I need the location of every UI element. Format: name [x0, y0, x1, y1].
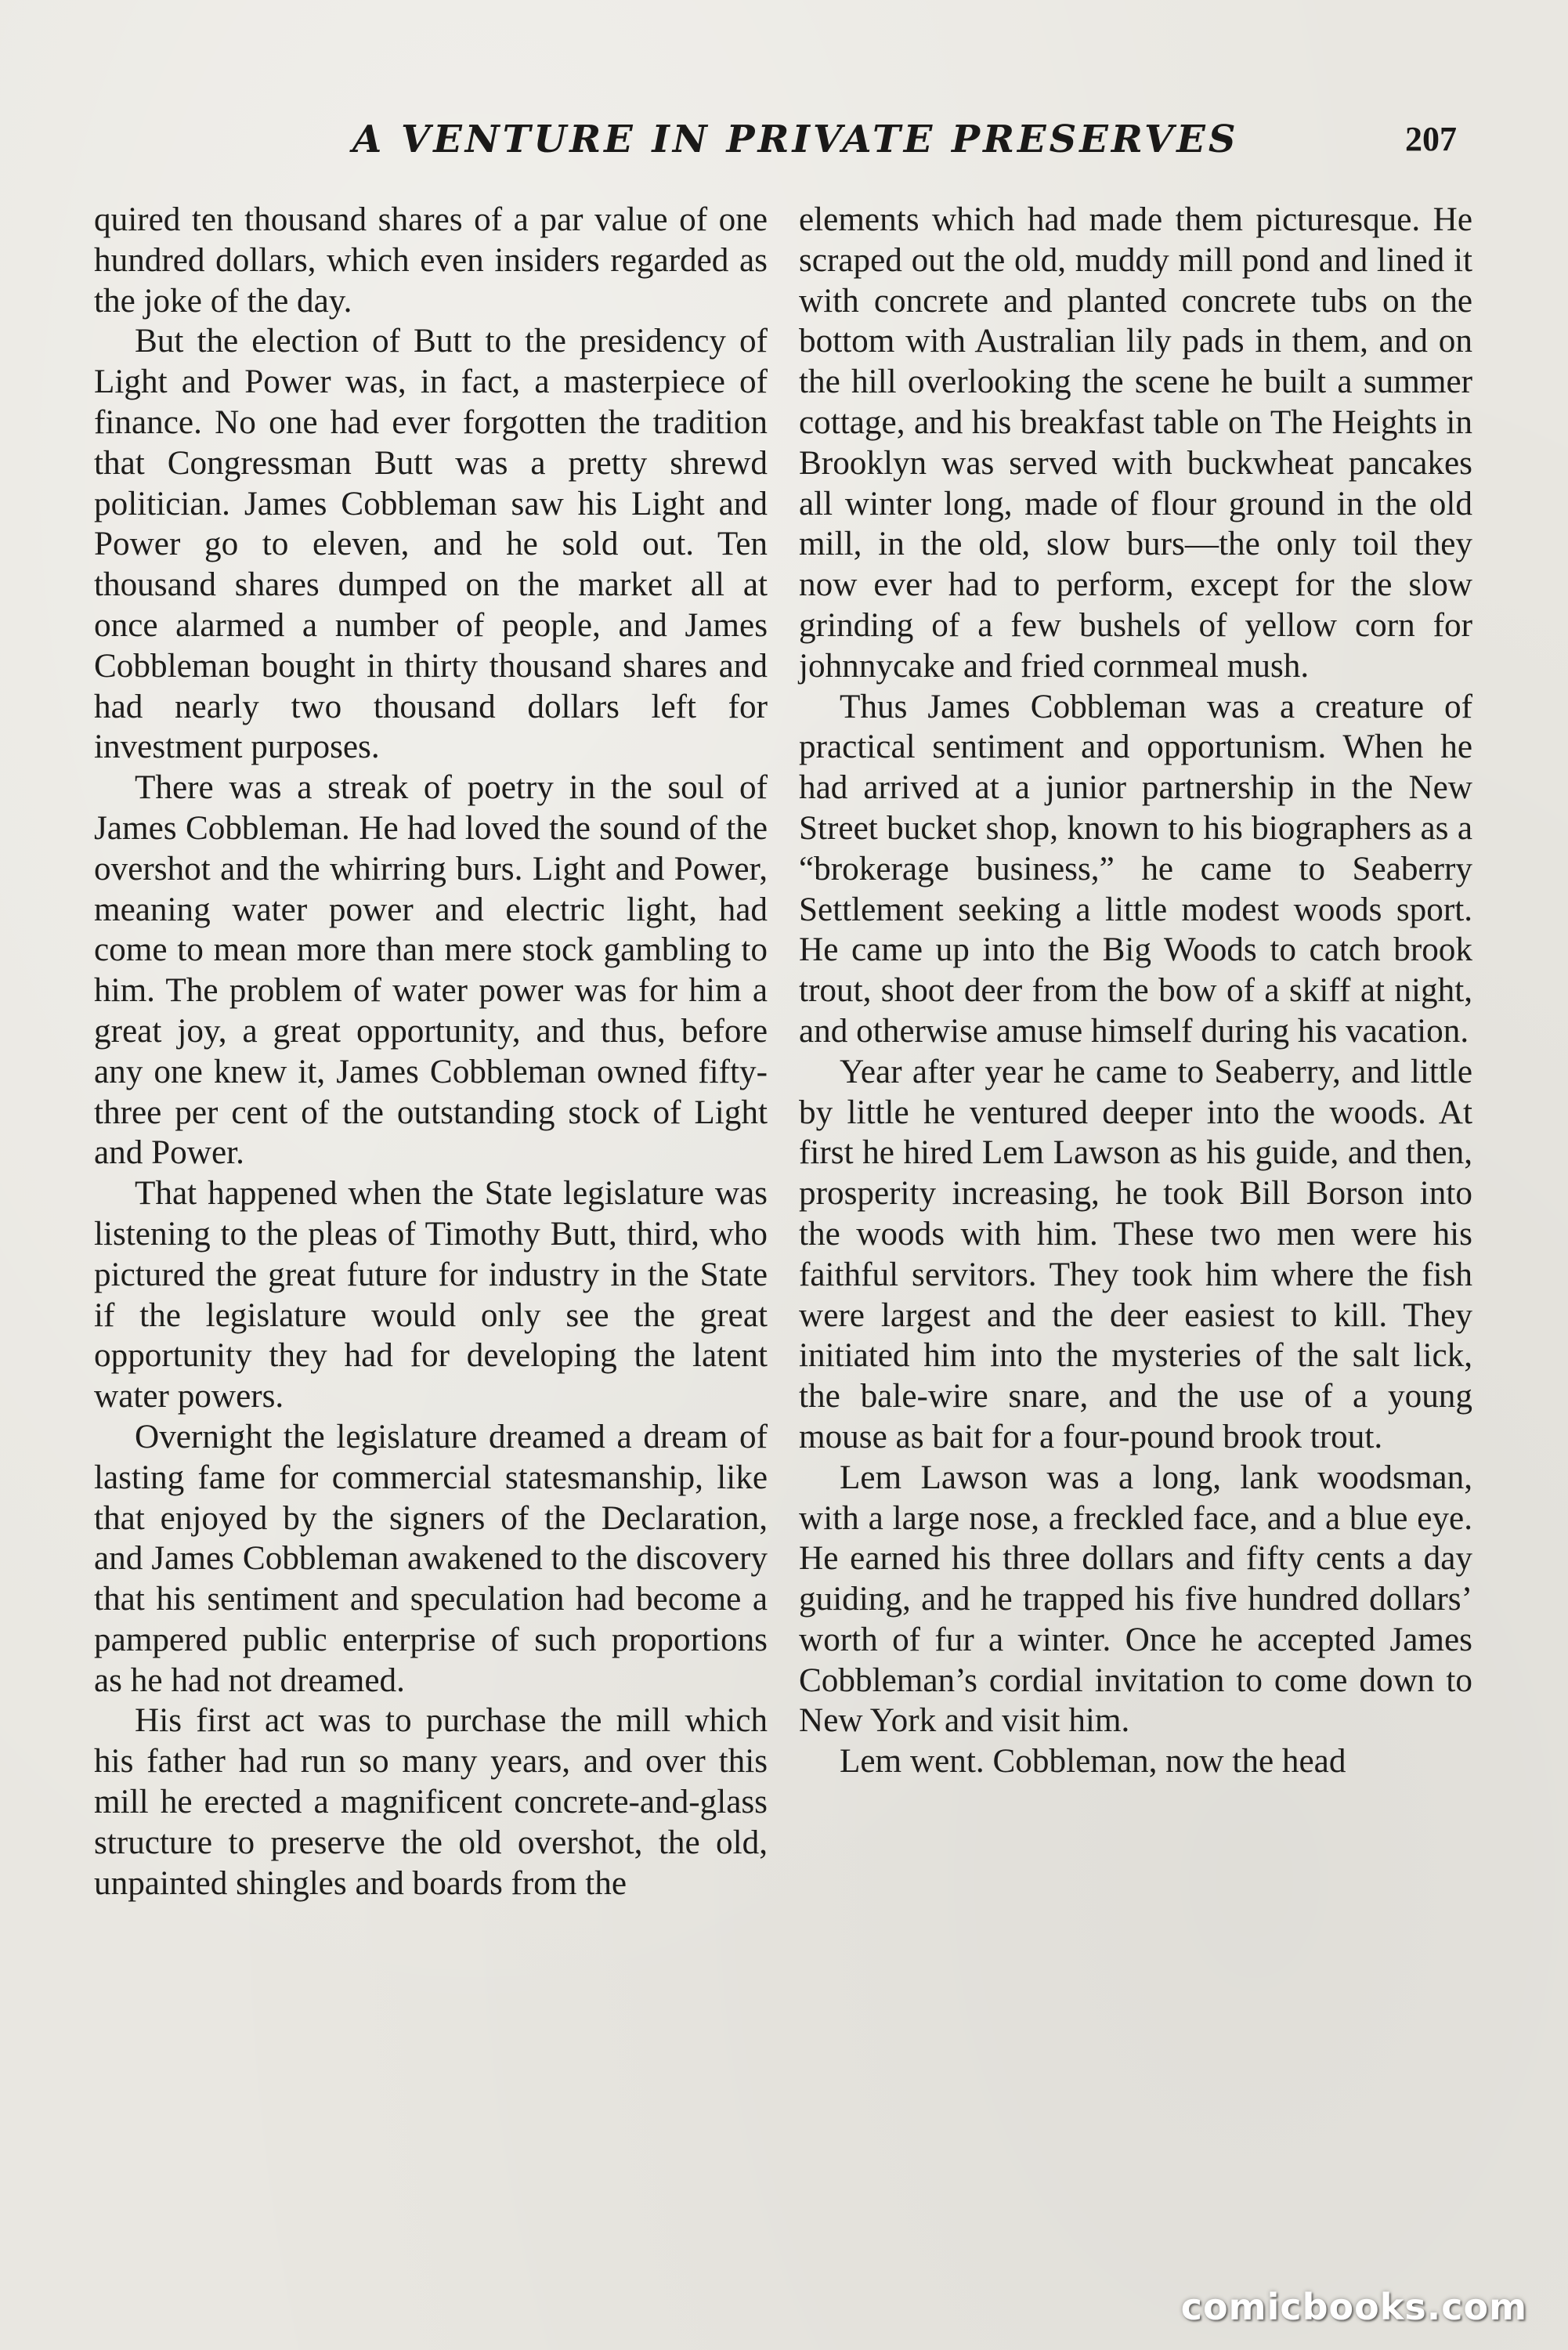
paragraph: Overnight the legislature dreamed a dream of lasting fame for commercial statesmanship, like that enjoyed by the signers of the Declaration, and James Cobbleman awakened to the discovery that his sentiment and speculation had become a pampered public enterprise of such proportions as he had not dreamed.	[94, 1418, 768, 1699]
paragraph: quired ten thousand shares of a par value of one hundred dollars, which even insiders regarded as the joke of the day.	[94, 201, 768, 320]
running-head	[94, 118, 1472, 180]
right-column	[799, 200, 1472, 1782]
paragraph: Lem went. Cobbleman, now the head	[840, 1743, 1346, 1781]
left-column	[94, 200, 768, 1904]
paragraph: His first act was to purchase the mill which his father had run so many years, and over this mill he erected a magnificent concrete-and-glass structure to preserve the old overshot, the old, unpainted shingles and boards from the	[94, 1702, 768, 1902]
text-columns	[94, 200, 1472, 2205]
running-title: A VENTURE IN PRIVATE PRESERVES	[352, 118, 1239, 161]
page-number: 207	[1405, 120, 1457, 158]
paragraph: elements which had made them picturesque. He scraped out the old, muddy mill pond and lined it with concrete and planted concrete tubs on the bottom with Australian lily pads in them, and on the hill overlooking the scene he built a summer cottage, and his breakfast table on The Heights in Brooklyn was served with buckwheat pancakes all winter long, made of flour ground in the old mill, in the old, slow burs—the only toil they now ever had to perform, except for the slow grinding of a few bushels of yellow corn for johnnycake and fried cornmeal mush.	[799, 201, 1472, 685]
paragraph: Lem Lawson was a long, lank woodsman, with a large nose, a freckled face, and a blue eye. He earned his three dollars and fifty cents a day guiding, and he trapped his five hundred dollars’ worth of fur a winter. Once he accepted James Cobbleman’s cordial invitation to come down to New York and visit him.	[799, 1459, 1472, 1740]
watermark-text: comicbooks.com	[1180, 2286, 1527, 2328]
paragraph: There was a streak of poetry in the soul of James Cobbleman. He had loved the sound of the overshot and the whirring burs. Light and Power, meaning water power and electric light, had come to mean more than mere stock gambling to him. The problem of water power was for him a great joy, a great opportunity, and thus, before any one knew it, James Cobbleman owned fifty-three per cent of the outstanding stock of Light and Power.	[94, 769, 768, 1172]
paragraph: That happened when the State legislature was listening to the pleas of Timothy Butt, third, who pictured the great future for industry in the State if the legislature would only see the great opportunity they had for developing the latent water powers.	[94, 1175, 768, 1415]
paragraph: Year after year he came to Seaberry, and little by little he ventured deeper into the woods. At first he hired Lem Lawson as his guide, and then, prosperity increasing, he took Bill Borson into the woods with him. These two men were his faithful servitors. They took him where the fish were largest and the deer easiest to kill. They initiated him into the mysteries of the salt lick, the bale-wire snare, and the use of a young mouse as bait for a four-pound brook trout.	[799, 1053, 1472, 1455]
paragraph: Thus James Cobbleman was a creature of practical sentiment and opportunism. When he had arrived at a junior partnership in the New Street bucket shop, known to his biographers as a “brokerage business,” he came to Seaberry Settlement seeking a little modest woods sport. He came up into the Big Woods to catch brook trout, shoot deer from the bow of a skiff at night, and otherwise amuse himself during his vacation.	[799, 688, 1472, 1050]
paragraph: But the election of Butt to the presidency of Light and Power was, in fact, a masterpiece of finance. No one had ever forgotten the tradition that Congressman Butt was a pretty shrewd politician. James Cobbleman saw his Light and Power go to eleven, and he sold out. Ten thousand shares dumped on the market all at once alarmed a number of people, and James Cobbleman bought in thirty thousand shares and had nearly two thousand dollars left for investment purposes.	[94, 323, 768, 766]
